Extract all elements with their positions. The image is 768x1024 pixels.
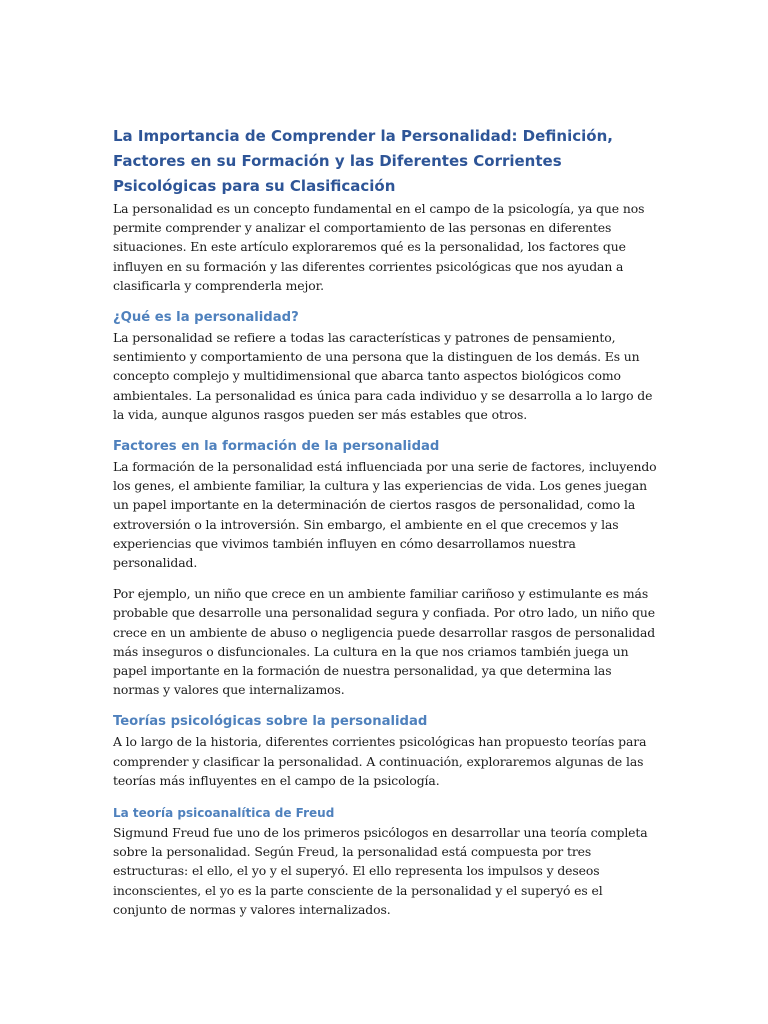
intro-paragraph: La personalidad es un concepto fundamental en el campo de la psicología, ya que nos permite comprender y analizar el comportamiento de las personas en diferentes situaciones. En este artículo exploraremos qué es la personalidad, los factores que influyen en su formación y las diferentes corrientes psicológicas que nos ayudan a clasificarla y comprenderla mejor.: [113, 201, 645, 293]
section-paragraph: La formación de la personalidad está influenciada por una serie de factores, incluyendo los genes, el ambiente familiar, la cultura y las experiencias de vida. Los genes juegan un papel importante en la determinación de ciertos rasgos de personalidad, como la extroversión o la introversión. Sin embargo, el ambiente en el que crecemos y las experiencias que vivimos también influyen en cómo desarrollamos nuestra personalidad.: [113, 459, 657, 571]
section-heading-que-es: ¿Qué es la personalidad?: [113, 310, 299, 326]
subsection-heading-freud: La teoría psicoanalítica de Freud: [113, 806, 335, 821]
section-paragraph: Por ejemplo, un niño que crece en un ambiente familiar cariñoso y estimulante es más probable que desarrolle una personalidad segura y confiada. Por otro lado, un niño que crece en un ambiente de abuso o negligencia puede desarrollar rasgos de personalidad más inseguros o disfuncionales. La cultura en la que nos criamos también juega un papel importante en la formación de nuestra personalidad, ya que determina las normas y valores que internalizamos.: [113, 586, 656, 698]
section-paragraph: La personalidad se refiere a todas las características y patrones de pensamiento, sentimiento y comportamiento de una persona que la distinguen de los demás. Es un concepto complejo y multidimensional que abarca tanto aspectos biológicos como ambientales. La personalidad es única para cada individuo y se desarrolla a lo largo de la vida, aunque algunos rasgos pueden ser más estables que otros.: [113, 330, 653, 422]
document-body: [113, 124, 658, 919]
document-title: La Importancia de Comprender la Personalidad: Definición, Factores en su Formación y las Diferentes Corrientes Psicológicas para su Clasificación: [113, 127, 613, 195]
section-heading-factores: Factores en la formación de la personalidad: [113, 439, 440, 455]
section-paragraph: A lo largo de la historia, diferentes corrientes psicológicas han propuesto teorías para comprender y clasificar la personalidad. A continuación, exploraremos algunas de las teorías más influyentes en el campo de la psicología.: [113, 734, 647, 788]
section-heading-teorias: Teorías psicológicas sobre la personalidad: [113, 714, 428, 730]
section-paragraph: Sigmund Freud fue uno de los primeros psicólogos en desarrollar una teoría completa sobre la personalidad. Según Freud, la personalidad está compuesta por tres estructuras: el ello, el yo y el superyó. El ello representa los impulsos y deseos inconscientes, el yo es la parte consciente de la personalidad y el superyó es el conjunto de normas y valores internalizados.: [113, 825, 648, 917]
